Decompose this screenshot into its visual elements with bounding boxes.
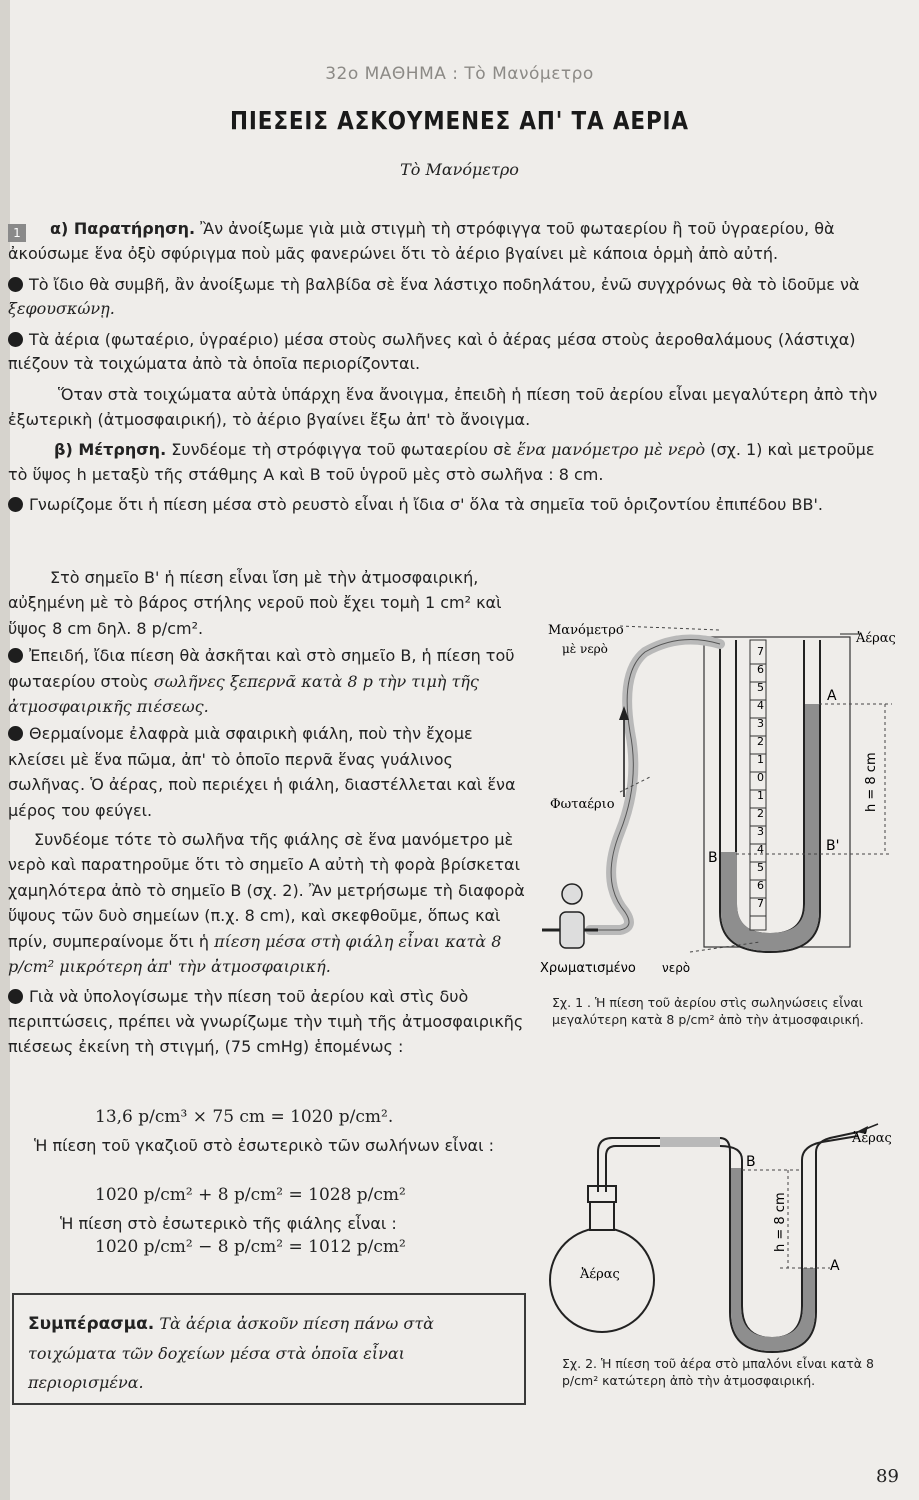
conclusion-label: Συμπέρασμα. — [28, 1314, 155, 1334]
flask-air-label: Ἀέρας — [580, 1267, 620, 1282]
figure-1 — [540, 612, 910, 992]
paragraph-flask — [8, 721, 530, 823]
paragraph-connect — [8, 827, 530, 979]
scale-label: 1 — [757, 753, 764, 766]
air-label: Ἀέρας — [856, 631, 896, 646]
scale-label: 2 — [757, 807, 764, 820]
bullet-icon — [8, 989, 23, 1004]
paragraph-b-prime: Στὸ σημεῖο Β' ἡ πίεση εἶναι ἴση μὲ τὴν ἀτμοσφαιρική, αὐξημένη μὲ τὸ βάρος στήλης νεροῦ ποὺ ἔχει τομὴ 1 cm² καὶ ὕψος 8 cm δηλ. 8 p/cm². — [8, 568, 502, 638]
gas-hose — [590, 640, 720, 931]
figure-2-diagram — [540, 1112, 910, 1362]
stopcock-handle-icon — [562, 884, 582, 904]
equation-atmospheric: 13,6 p/cm³ × 75 cm = 1020 p/cm². — [95, 1107, 394, 1127]
scale-label: 5 — [757, 681, 764, 694]
bullet-icon — [8, 497, 23, 512]
scale-label: 3 — [757, 825, 764, 838]
conclusion-box — [12, 1293, 526, 1405]
glass-tube — [606, 1146, 720, 1192]
measurement-italic: ἕνα μανόμετρο μὲ νερὸ — [516, 440, 706, 460]
bicycle-text: Τὸ ἴδιο θὰ συμβῆ, ἂν ἀνοίξωμε τὴ βαλβίδα σὲ ἕνα λάστιχο ποδηλάτου, ἐνῶ συγχρόνως θὰ τὸ ἰδοῦμε νὰ — [29, 274, 860, 294]
point-b-label: B — [746, 1154, 756, 1170]
h-label: h = 8 cm — [773, 1192, 788, 1252]
flask-text: Θερμαίνομε ἐλαφρὰ μιὰ σφαιρικὴ φιάλη, ποὺ τὴν ἔχομε κλείσει μὲ ἕνα πῶμα, ἀπ' τὸ ὁποῖο περνᾶ ἕνας γυάλινος σωλῆνας. Ὁ ἀέρας, ποὺ περιέχει ἡ φιάλη, διαστέλλεται καὶ ἕνα μέρος του φεύγει. — [8, 724, 516, 820]
equation-pipes: 1020 p/cm² + 8 p/cm² = 1028 p/cm² — [95, 1185, 406, 1205]
paragraph-measurement — [8, 438, 888, 487]
h-label: h = 8 cm — [864, 752, 879, 812]
scale-label: 6 — [757, 879, 764, 892]
bullet-icon — [8, 726, 23, 741]
observation-text: Ἂν ἀνοίξωμε γιὰ μιὰ στιγμὴ τὴ στρόφιγγα τοῦ φωταερίου ἢ τοῦ ὑγραερίου, θὰ ἀκούσωμε ἕνα ὀξὺ σφύριγμα ποὺ μᾶς φανερώνει ὅτι τὸ ἀέριο βγαίνει μὲ κάποια ὁρμὴ ἀπὸ αὐτή. — [8, 219, 835, 263]
calc-text: Γιὰ νὰ ὑπολογίσωμε τὴν πίεση τοῦ ἀερίου καὶ στὶς δυὸ περιπτώσεις, πρέπει νὰ γνωρίζωμε τὴν τιμὴ τῆς ἀτμοσφαιρικῆς πιέσεως ἐκείνη τὴ στιγμή, (75 cmHg) ἑπομένως : — [8, 986, 524, 1057]
scale-label: 6 — [757, 663, 764, 676]
scale-label: 3 — [757, 717, 764, 730]
figure-2-caption: Σχ. 2. Ἡ πίεση τοῦ ἀέρα στὸ μπαλόνι εἶναι κατὰ 8 p/cm² κατώτερη ἀπὸ τὴν ἀτμοσφαιρική. — [562, 1356, 874, 1388]
page-number: 89 — [876, 1466, 899, 1487]
paragraph-point-b — [8, 643, 530, 719]
point-a-label: A — [827, 688, 837, 704]
scale-label: 4 — [757, 699, 764, 712]
colored-water-label: Χρωματισμένο — [540, 961, 636, 976]
paragraph-bicycle — [8, 273, 888, 322]
section-number-box: 1 — [8, 224, 26, 242]
bullet-icon — [8, 648, 23, 663]
lesson-heading: 32ο ΜΑΘΗΜΑ : Τὸ Μανόμετρο — [325, 64, 594, 84]
figure-2 — [540, 1112, 910, 1362]
paragraph-bb — [8, 493, 888, 518]
manometer-label: Μανόμετρο — [548, 623, 624, 638]
connect-text: Συνδέομε τότε τὸ σωλῆνα τῆς φιάλης σὲ ἕνα μανόμετρο μὲ νερὸ καὶ παρατηροῦμε ὅτι τὸ σημεῖο Α αὐτὴ τὴ φορὰ βρίσκεται χαμηλότερα ἀπὸ τὸ σημεῖο Β (σχ. 2). Ἂν μετρήσωμε τὴ διαφορὰ ὕψους τῶν δυὸ σημείων (π.χ. 8 cm), καὶ σκεφθοῦμε, ὅπως καὶ πρίν, συμπεραίνομε ὅτι ἡ — [8, 830, 525, 951]
observation-label: α) Παρατήρηση. — [50, 219, 196, 238]
left-column-text — [8, 565, 530, 1060]
scale-label: 2 — [757, 735, 764, 748]
scale-label: 7 — [757, 645, 764, 658]
point-b-prime-label: B' — [826, 838, 840, 854]
u-tube-inner — [736, 640, 804, 934]
point-a-label: A — [830, 1258, 840, 1274]
figure-1-diagram — [540, 612, 910, 992]
conclusion-text: Τὰ ἀέρια ἀσκοῦν πίεση πάνω στὰ τοιχώματα τῶν δοχείων μέσα στὰ ὁποῖα εἶναι περιορισμένα. — [28, 1314, 434, 1392]
colored-water-label-2: νερὸ — [662, 961, 691, 975]
figure-1-caption: Σχ. 1 . Ἡ πίεση τοῦ ἀερίου στὶς σωληνώσεις εἶναι μεγαλύτερη κατὰ 8 p/cm² ἀπὸ τὴν ἀτμοσφαιρική. — [552, 995, 864, 1027]
point-b-label: B — [708, 850, 718, 866]
measurement-text-2: (σχ. 1) καὶ μετροῦμε τὸ ὕψος h μεταξὺ τῆς στάθμης Α καὶ Β τοῦ ὑγροῦ μὲς στὸ σωλῆνα : 8 cm. — [8, 440, 875, 484]
gases-text: Τὰ ἀέρια (φωταέριο, ὑγραέριο) μέσα στοὺς σωλῆνες καὶ ὁ ἀέρας μέσα στοὺς ἀεροθαλάμους (λάστιχα) πιέζουν τὰ τοιχώματα ἀπὸ τὰ ὁποῖα περιορίζονται. — [8, 329, 856, 374]
paragraph-flask-pressure: Ἡ πίεση στὸ ἐσωτερικὸ τῆς φιάλης εἶναι : — [60, 1214, 397, 1233]
bicycle-italic: ξεφουσκώνῃ. — [8, 299, 115, 319]
bullet-icon — [8, 332, 23, 347]
paragraph-observation — [8, 217, 888, 267]
bb-text: Γνωρίζομε ὅτι ἡ πίεση μέσα στὸ ρευστὸ εἶναι ἡ ἴδια σ' ὅλα τὰ σημεῖα τοῦ ὁριζοντίου ἐπιπέδου ΒΒ'. — [29, 495, 823, 515]
paragraph-calc — [8, 984, 530, 1060]
scale-label: 4 — [757, 843, 764, 856]
scale-label: 1 — [757, 789, 764, 802]
bullet-icon — [8, 277, 23, 292]
flask-stopper-icon — [588, 1186, 616, 1202]
measurement-label: β) Μέτρηση. — [54, 440, 167, 460]
manometer-label-2: μὲ νερὸ — [562, 642, 608, 656]
intro-block — [8, 217, 888, 518]
stopcock-icon — [560, 912, 584, 948]
measurement-text-1: Συνδέομε τὴ στρόφιγγα τοῦ φωταερίου σὲ — [171, 440, 512, 460]
gas-label: Φωταέριο — [550, 797, 615, 812]
paragraph-opening: Ὅταν στὰ τοιχώματα αὐτὰ ὑπάρχη ἕνα ἄνοιγμα, ἐπειδὴ ἡ πίεση τοῦ ἀερίου εἶναι μεγαλύτερη ἀπὸ τὴν ἐξωτερικὴ (ἀτμοσφαιρική), τὸ ἀέριο βγαίνει ἔξω ἀπ' τὸ ἄνοιγμα. — [8, 384, 878, 429]
point-b-text: Ἐπειδή, ἴδια πίεση θὰ ἀσκῆται καὶ στὸ σημεῖο Β, ἡ πίεση τοῦ φωταερίου στοὺς — [8, 646, 515, 691]
leader-line — [620, 626, 720, 630]
connect-italic: πίεση μέσα στὴ φιάλη εἶναι κατὰ 8 p/cm² μικρότερη ἀπ' τὴν ἀτμοσφαιρική. — [8, 931, 502, 977]
paragraph-gases — [8, 328, 888, 377]
scale-label: 5 — [757, 861, 764, 874]
air-label: Ἀέρας — [852, 1131, 892, 1146]
equation-flask: 1020 p/cm² − 8 p/cm² = 1012 p/cm² — [95, 1237, 406, 1257]
scale-label: 0 — [757, 771, 764, 784]
section-subtitle: Τὸ Μανόμετρο — [400, 160, 519, 179]
page-title: ΠΙΕΣΕΙΣ ΑΣΚΟΥΜΕΝΕΣ ΑΠ' ΤΑ ΑΕΡΙΑ — [230, 106, 689, 135]
point-b-italic: σωλῆνες ξεπερνᾶ κατὰ 8 p τὴν τιμὴ τῆς ἀτμοσφαιρικῆς πιέσεως. — [8, 671, 479, 717]
scale-label: 7 — [757, 897, 764, 910]
paragraph-pipes: Ἡ πίεση τοῦ γκαζιοῦ στὸ ἐσωτερικὸ τῶν σωλήνων εἶναι : — [34, 1136, 494, 1155]
